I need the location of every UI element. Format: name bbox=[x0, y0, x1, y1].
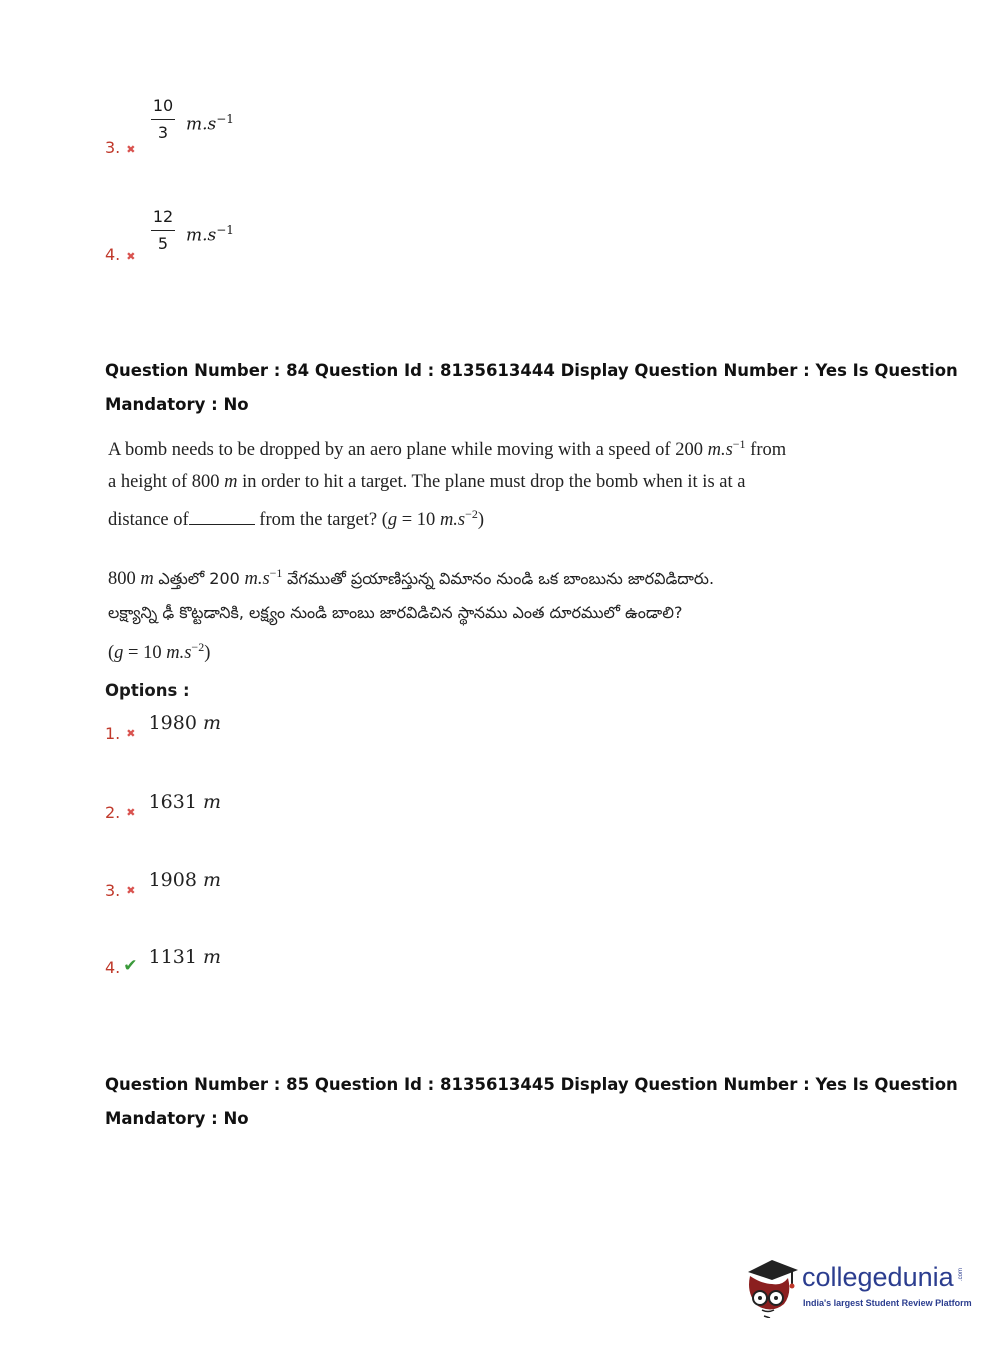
denominator: 3 bbox=[157, 123, 169, 142]
option-value bbox=[149, 791, 221, 813]
fraction bbox=[151, 96, 175, 143]
logo-tagline: India's largest Student Review Platform bbox=[803, 1298, 972, 1308]
logo-suffix: .com bbox=[958, 1268, 964, 1282]
unit: m bbox=[203, 946, 222, 968]
option-number: 4. bbox=[105, 958, 121, 977]
option-number: 1. bbox=[105, 724, 121, 743]
check-icon: ✔ bbox=[123, 956, 138, 976]
text: = 10 bbox=[401, 510, 436, 531]
header-line-2: Mandatory : No bbox=[105, 1109, 249, 1128]
telugu-line-1 bbox=[108, 556, 714, 596]
value: 1980 bbox=[148, 712, 197, 734]
option-value bbox=[149, 712, 221, 734]
option-2 bbox=[105, 791, 222, 822]
variable: g bbox=[114, 643, 124, 664]
header-line-1: Question Number : 84 Question Id : 8135613444 Display Question Number : Yes Is Question bbox=[105, 361, 958, 380]
text: from the target? ( bbox=[259, 510, 388, 531]
cross-icon: ✖ bbox=[126, 727, 136, 740]
collegedunia-logo bbox=[742, 1250, 972, 1320]
variable: g bbox=[387, 510, 398, 531]
fraction-bar bbox=[151, 119, 175, 120]
unit: m bbox=[202, 712, 222, 734]
exponent: −2 bbox=[465, 507, 478, 522]
option-number: 4. bbox=[105, 245, 121, 264]
unit: m.s bbox=[439, 510, 466, 531]
english-line-3 bbox=[108, 498, 786, 536]
option-4 bbox=[105, 946, 222, 977]
text: ( bbox=[108, 643, 115, 664]
logo-name: collegedunia bbox=[802, 1262, 954, 1292]
exponent: −2 bbox=[191, 640, 205, 655]
numerator: 12 bbox=[152, 207, 174, 226]
text: distance of bbox=[108, 510, 189, 531]
cross-icon: ✖ bbox=[126, 884, 136, 897]
unit: m bbox=[140, 569, 154, 590]
denominator: 5 bbox=[157, 234, 169, 253]
unit bbox=[186, 112, 234, 135]
unit bbox=[186, 223, 234, 246]
option-value bbox=[149, 946, 221, 968]
option-3 bbox=[105, 869, 222, 900]
option-number: 3. bbox=[105, 881, 121, 900]
text: = 10 bbox=[128, 643, 162, 664]
telugu-line-3 bbox=[108, 630, 714, 670]
unit: m bbox=[224, 472, 238, 493]
header-line-2: Mandatory : No bbox=[105, 395, 249, 414]
exponent: −1 bbox=[732, 437, 746, 451]
exponent: −1 bbox=[269, 566, 283, 580]
question-84-english bbox=[108, 428, 786, 536]
fraction-bar bbox=[151, 230, 175, 231]
text: ) bbox=[204, 643, 211, 664]
unit-exponent: −1 bbox=[216, 112, 234, 126]
options-label: Options : bbox=[105, 681, 190, 700]
value: 1908 bbox=[148, 869, 197, 891]
question-84-telugu bbox=[108, 556, 714, 670]
text: వేగముతో ప్రయాణిస్తున్న విమానం నుండి ఒక బాంబును జారవిడిదారు. bbox=[287, 569, 715, 589]
answer-blank bbox=[189, 524, 255, 525]
unit: m.s bbox=[707, 440, 733, 461]
english-line-2 bbox=[108, 466, 786, 498]
option-number: 3. bbox=[105, 138, 121, 157]
unit: m.s bbox=[244, 569, 270, 590]
mascot-icon bbox=[742, 1250, 800, 1318]
telugu-line-2: లక్ష్యాన్ని ఢీ కొట్టడానికి, లక్ష్యం నుండి బాంబు జారవిడిచిన స్థానము ఎంత దూరములో ఉండాలి? bbox=[108, 603, 683, 623]
text: from bbox=[750, 440, 787, 461]
value: 1631 bbox=[148, 791, 197, 813]
header-line-1: Question Number : 85 Question Id : 8135613445 Display Question Number : Yes Is Question bbox=[105, 1075, 958, 1094]
unit: m.s bbox=[166, 643, 192, 664]
unit-text: m.s bbox=[186, 225, 217, 246]
question-85-header bbox=[105, 1068, 958, 1136]
fraction bbox=[151, 207, 175, 254]
english-line-1 bbox=[108, 428, 786, 466]
cross-icon: ✖ bbox=[126, 806, 136, 819]
cross-icon: ✖ bbox=[126, 250, 136, 263]
text: ) bbox=[477, 510, 485, 531]
text: in order to hit a target. The plane must drop the bomb when it is at a bbox=[242, 472, 746, 493]
text: ఎత్తులో 200 bbox=[158, 569, 240, 589]
text: A bomb needs to be dropped by an aero plane while moving with a speed of 200 bbox=[108, 440, 703, 461]
option-number: 2. bbox=[105, 803, 121, 822]
unit: m bbox=[202, 791, 222, 813]
question-84-header bbox=[105, 354, 958, 422]
unit-text: m.s bbox=[186, 114, 217, 135]
text: 800 bbox=[108, 569, 136, 590]
cross-icon: ✖ bbox=[126, 143, 136, 156]
numerator: 10 bbox=[152, 96, 174, 115]
value: 1131 bbox=[148, 946, 197, 968]
option-value bbox=[149, 869, 221, 891]
text: a height of 800 bbox=[108, 472, 220, 493]
unit-exponent: −1 bbox=[216, 223, 234, 237]
option-1 bbox=[105, 712, 222, 743]
unit: m bbox=[202, 869, 222, 891]
